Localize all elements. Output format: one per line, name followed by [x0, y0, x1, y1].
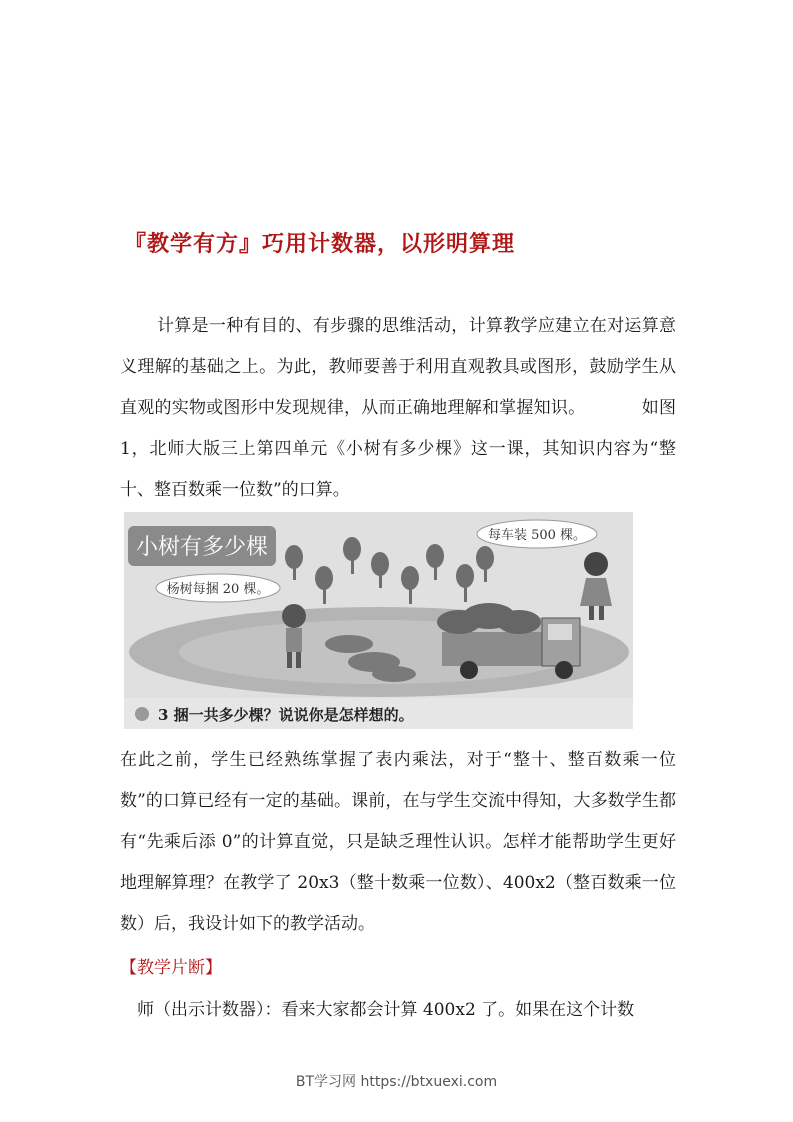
banner-text: 小树有多少棵	[135, 535, 269, 560]
intro-paragraph: 计算是一种有目的、有步骤的思维活动，计算教学应建立在对运算意义理解的基础之上。为此，教师要善于利用直观教具或图形，鼓励学生从直观的实物或图形中发现规律，从而正确地理解和掌握知识。 如图 1，北师大版三上第四单元《小树有多少棵》这一课，其知识内容为“整十、整百数乘一位数”的口算。	[120, 316, 676, 500]
figure-question: 3 捆一共多少棵？说说你是怎样想的。	[158, 706, 414, 724]
textbook-figure	[124, 512, 633, 729]
dialogue-paragraph: 师（出示计数器）：看来大家都会计算 400x2 了。如果在这个计数	[137, 1000, 635, 1020]
section-heading: 【教学片断】	[120, 958, 222, 978]
footer-watermark: BT学习网 https://btxuexi.com	[295, 1074, 498, 1090]
bubble-left: 杨树每捆 20 棵。	[166, 582, 270, 597]
article-title: 『教学有方』巧用计数器，以形明算理	[124, 231, 516, 257]
context-paragraph: 在此之前，学生已经熟练掌握了表内乘法，对于“整十、整百数乘一位数”的口算已经有一定的基础。课前，在与学生交流中得知，大多数学生都有“先乘后添 0”的计算直觉，只是缺乏理性认识。怎样才能帮助学生更好地理解算理？在教学了 20x3（整十数乘一位数）、400x2（整百数乘一位数）后，我设计如下的教学活动。	[120, 750, 676, 934]
bubble-right: 每车装 500 棵。	[487, 528, 587, 543]
